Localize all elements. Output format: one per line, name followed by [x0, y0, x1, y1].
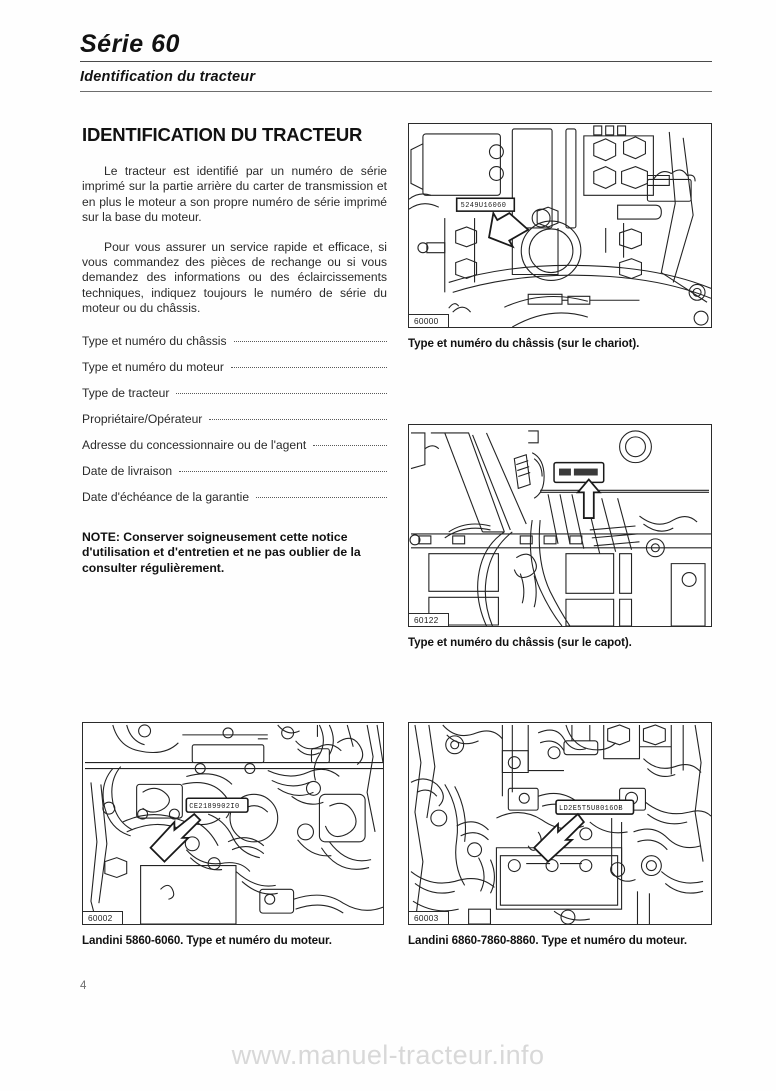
serial-plate [554, 463, 604, 483]
figure-caption: Landini 6860-7860-8860. Type et numéro du moteur. [408, 934, 688, 947]
figure-image-frame [408, 722, 712, 925]
fill-in-label: Date de livraison [82, 463, 173, 478]
list-item [82, 412, 387, 438]
figure-id: 60000 [409, 314, 449, 327]
series-title: Série 60 [80, 30, 180, 58]
dotted-leader [234, 340, 387, 342]
header-subtitle: Identification du tracteur [80, 69, 256, 85]
header-rule-bottom [80, 91, 712, 92]
dotted-leader [256, 496, 387, 498]
intro-paragraph-2: Pour vous assurer un service rapide et efficace, si vous commandez des pièces de rechange ou si vous demandez des informations ou des éclaircissements techniques, indiquez toujours le numéro de série du moteur ou du châssis. [82, 239, 387, 316]
fill-in-list [82, 334, 387, 516]
fill-in-label: Type et numéro du châssis [82, 333, 227, 348]
fill-in-label: Type de tracteur [82, 385, 170, 400]
page-number: 4 [80, 980, 87, 992]
figure-engine-6860-7860-8860 [408, 722, 712, 947]
left-text-column [82, 124, 387, 576]
figure-chassis-capot [408, 424, 712, 649]
tractor-transmission-illustration [409, 124, 711, 327]
intro-paragraph-1: Le tracteur est identifié par un numéro de série imprimé sur la partie arrière du carter de transmission et en plus le moteur a son propre numéro de série imprimé sur la base du moteur. [82, 164, 387, 225]
watermark: www.manuel-tracteur.info [231, 1040, 545, 1070]
tractor-hood-illustration [409, 425, 711, 626]
note-text: NOTE: Conserver soigneusement cette notice d'utilisation et d'entretien et ne pas oublier de la consulter régulièrement. [82, 529, 361, 575]
figure-id: 60122 [409, 613, 449, 626]
dotted-leader [179, 470, 387, 472]
plate-serial-text: LD2E5T5U8016OB [559, 805, 623, 814]
serial-plate [556, 800, 633, 814]
figure-image-frame [408, 424, 712, 627]
list-item [82, 490, 387, 516]
figure-caption: Type et numéro du châssis (sur le capot). [408, 636, 632, 649]
serial-plate [186, 798, 248, 812]
figure-id: 60002 [83, 911, 123, 924]
engine-illustration-right [409, 723, 711, 924]
pointer-arrow [151, 814, 201, 862]
figure-image-frame [82, 722, 384, 925]
list-item [82, 386, 387, 412]
fill-in-label: Type et numéro du moteur [82, 359, 224, 374]
dotted-leader [313, 444, 387, 446]
figure-chassis-chariot [408, 123, 712, 350]
figure-caption: Type et numéro du châssis (sur le chariot). [408, 337, 640, 350]
figure-caption: Landini 5860-6060. Type et numéro du moteur. [82, 934, 332, 947]
list-item [82, 464, 387, 490]
dotted-leader [176, 392, 387, 394]
figure-id: 60003 [409, 911, 449, 924]
engine-illustration-left [83, 723, 383, 924]
list-item [82, 360, 387, 386]
fill-in-label: Date d'échéance de la garantie [82, 489, 250, 504]
dotted-leader [231, 366, 387, 368]
figure-engine-5860-6060 [82, 722, 384, 947]
page-header [80, 30, 712, 92]
list-item [82, 334, 387, 360]
serial-plate [457, 198, 515, 211]
list-item [82, 438, 387, 464]
page-title: IDENTIFICATION DU TRACTEUR [82, 124, 363, 145]
plate-serial-text: CE2189902I0 [189, 803, 240, 812]
pointer-arrow [578, 479, 600, 518]
dotted-leader [209, 418, 387, 420]
plate-serial-text: 5249U16060 [460, 202, 507, 211]
fill-in-label: Adresse du concessionnaire ou de l'agent [82, 437, 307, 452]
pointer-arrow [534, 814, 584, 862]
figure-image-frame [408, 123, 712, 328]
fill-in-label: Propriétaire/Opérateur [82, 411, 203, 426]
